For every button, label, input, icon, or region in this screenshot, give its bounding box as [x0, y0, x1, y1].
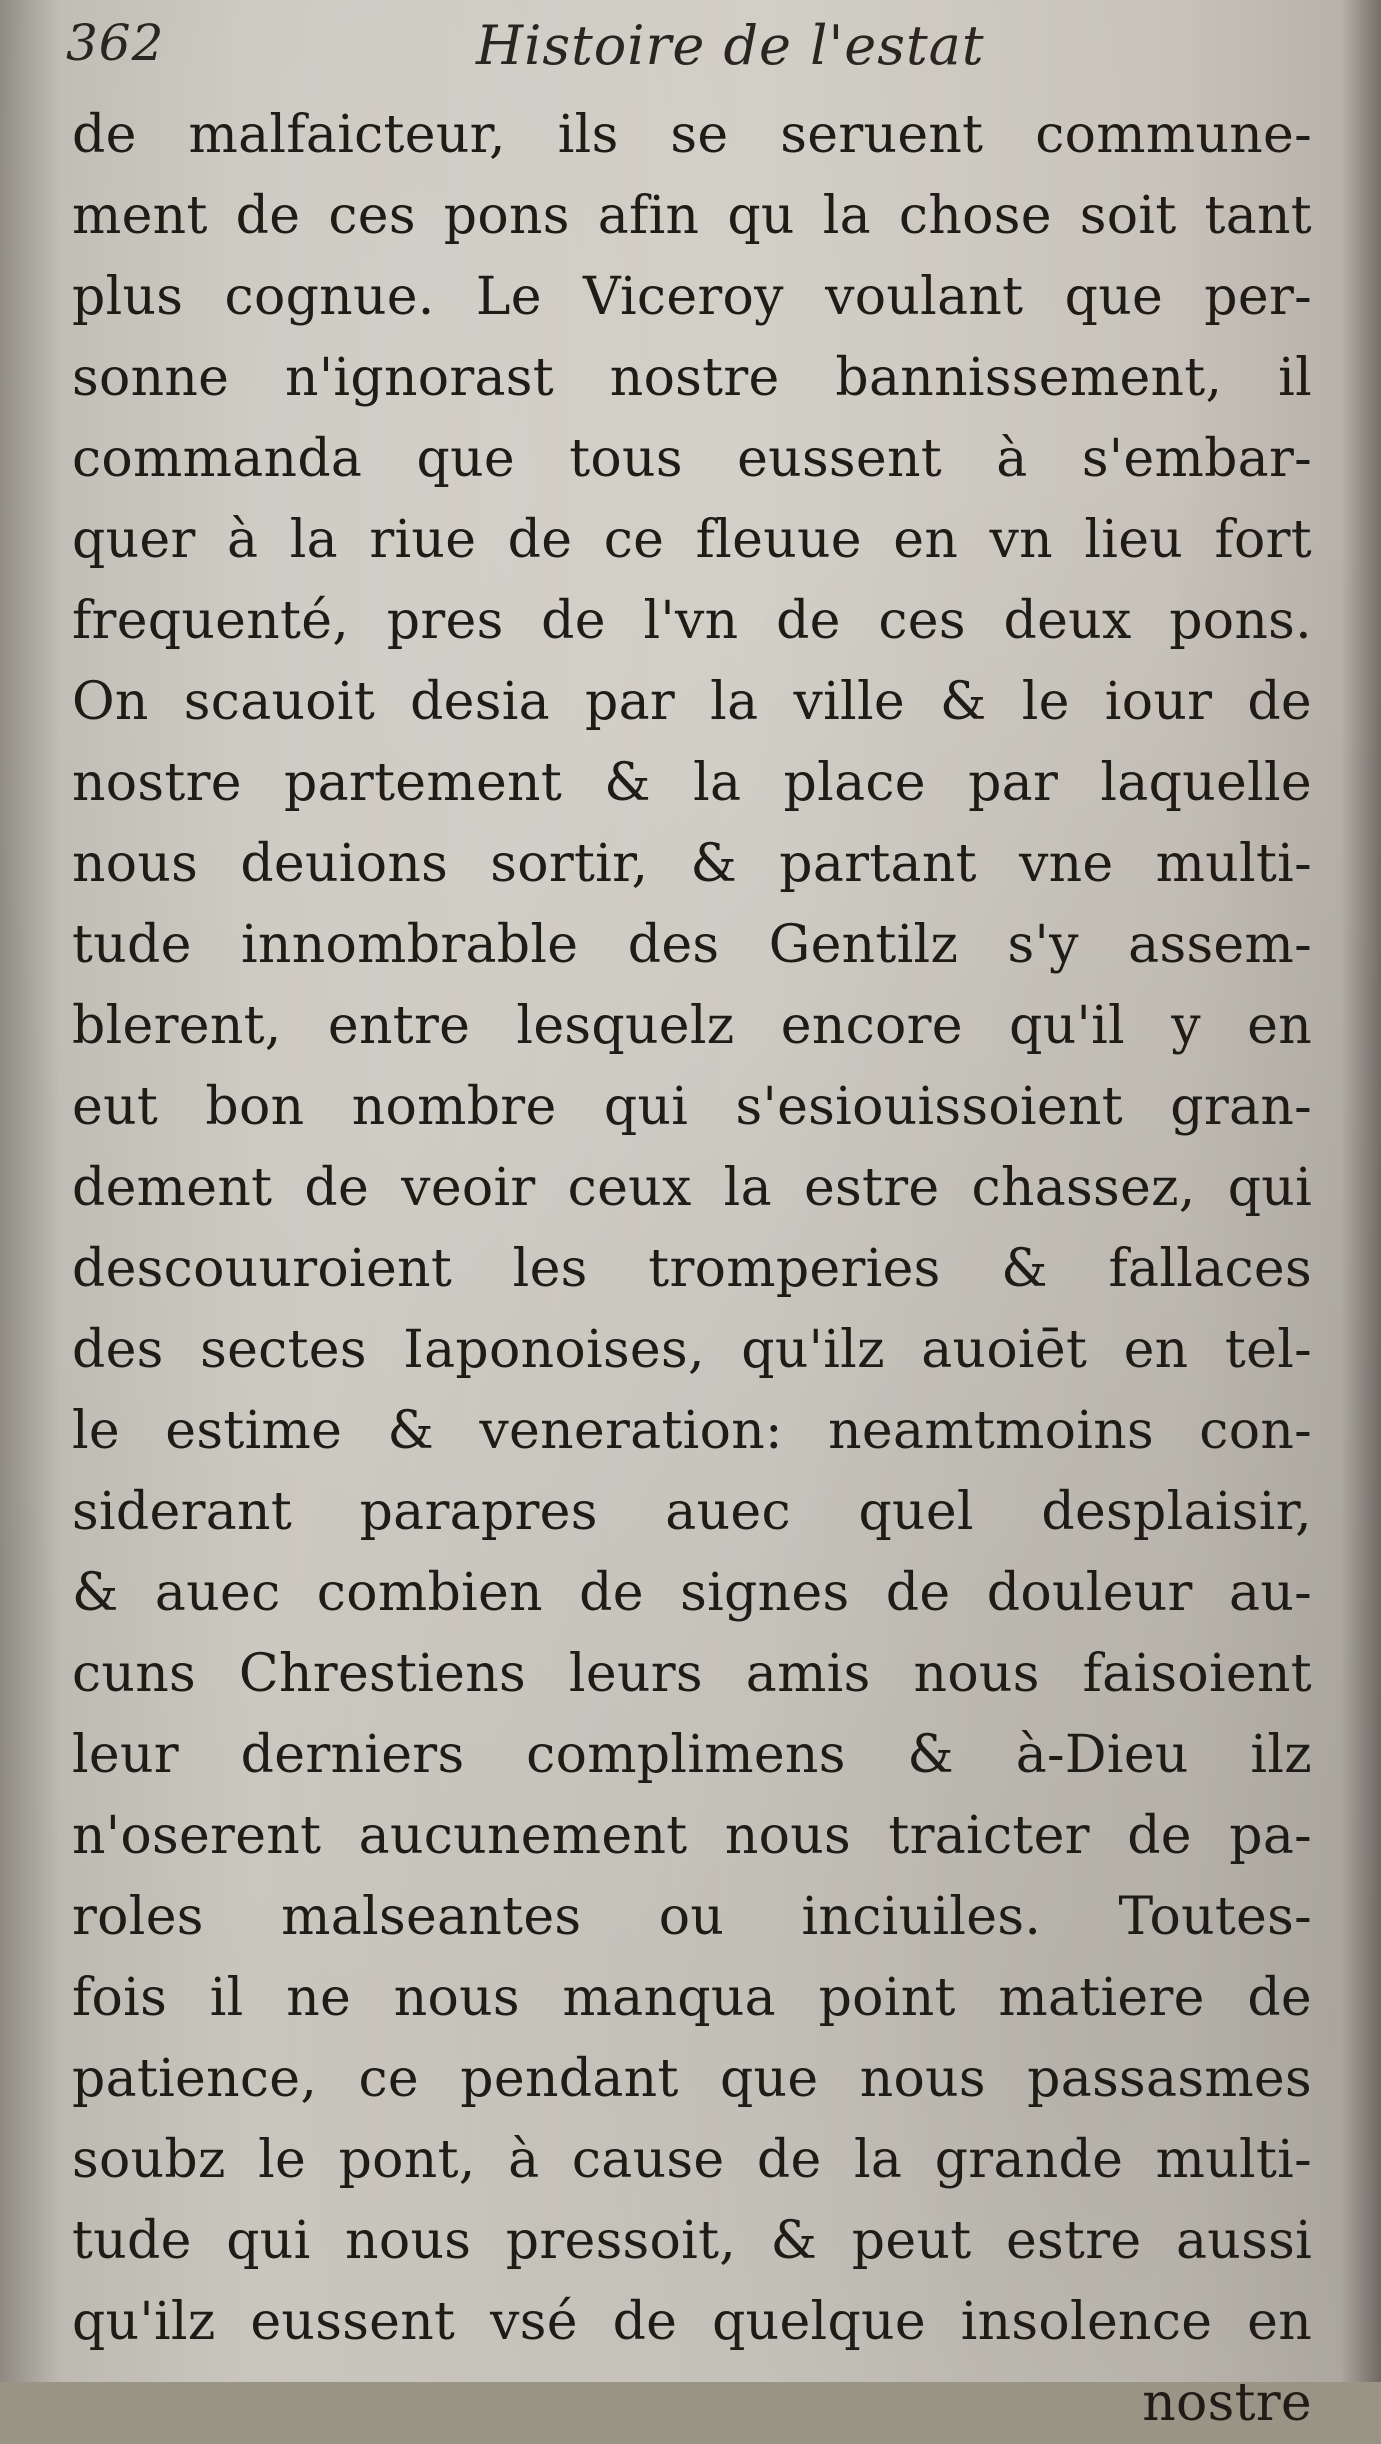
- text-line: le estime & veneration: neamtmoins con-: [72, 1401, 1312, 1461]
- text-line: des sectes Iaponoises, qu'ilz auoiēt en tel-: [72, 1320, 1312, 1380]
- text-line: dement de veoir ceux la estre chassez, qui: [72, 1158, 1312, 1218]
- catchword: nostre: [1142, 2373, 1312, 2433]
- text-line: plus cognue. Le Viceroy voulant que per-: [72, 267, 1312, 327]
- text-line: cuns Chrestiens leurs amis nous faisoient: [72, 1644, 1312, 1704]
- text-line: tude qui nous pressoit, & peut estre aussi: [72, 2211, 1312, 2271]
- text-line: roles malseantes ou inciuiles. Toutes-: [72, 1887, 1312, 1947]
- text-line: On scauoit desia par la ville & le iour de: [72, 672, 1312, 732]
- text-line: blerent, entre lesquelz encore qu'il y en: [72, 996, 1312, 1056]
- text-line: qu'ilz eussent vsé de quelque insolence en: [72, 2292, 1312, 2352]
- text-line: nostre partement & la place par laquelle: [72, 753, 1312, 813]
- page-number: 362: [66, 14, 165, 72]
- page-edge-shadow-left: [0, 0, 60, 2382]
- text-line: leur derniers complimens & à-Dieu ilz: [72, 1725, 1312, 1785]
- body-text: [72, 95, 1312, 2444]
- text-line: eut bon nombre qui s'esiouissoient gran-: [72, 1077, 1312, 1137]
- text-line: fois il ne nous manqua point matiere de: [72, 1968, 1312, 2028]
- text-line: de malfaicteur, ils se seruent commune-: [72, 105, 1312, 165]
- text-line: frequenté, pres de l'vn de ces deux pons.: [72, 591, 1312, 651]
- text-line: sonne n'ignorast nostre bannissement, il: [72, 348, 1312, 408]
- text-line: tude innombrable des Gentilz s'y assem-: [72, 915, 1312, 975]
- text-line: ment de ces pons afin qu la chose soit tant: [72, 186, 1312, 246]
- text-line: quer à la riue de ce fleuue en vn lieu fort: [72, 510, 1312, 570]
- text-line: commanda que tous eussent à s'embar-: [72, 429, 1312, 489]
- text-line: descouuroient les tromperies & fallaces: [72, 1239, 1312, 1299]
- page-edge-shadow-right: [1341, 0, 1381, 2382]
- page-header: [66, 14, 1306, 78]
- text-line: & auec combien de signes de douleur au-: [72, 1563, 1312, 1623]
- text-line: nous deuions sortir, & partant vne multi-: [72, 834, 1312, 894]
- text-line: n'oserent aucunement nous traicter de pa-: [72, 1806, 1312, 1866]
- text-line: soubz le pont, à cause de la grande multi-: [72, 2130, 1312, 2190]
- text-line: siderant parapres auec quel desplaisir,: [72, 1482, 1312, 1542]
- text-line: patience, ce pendant que nous passasmes: [72, 2049, 1312, 2109]
- running-head: Histoire de l'estat: [476, 14, 985, 77]
